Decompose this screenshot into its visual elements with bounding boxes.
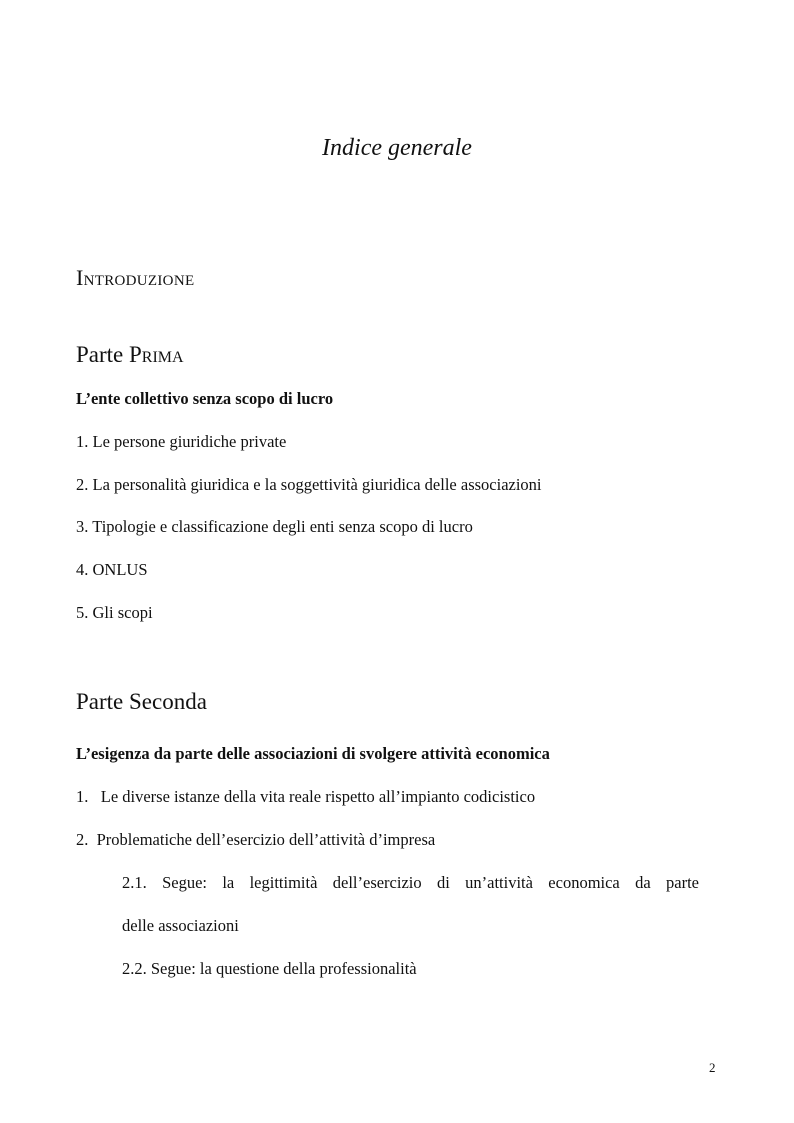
toc-entry: 5. Gli scopi: [76, 603, 153, 622]
toc-entry: 1. Le persone giuridiche private: [76, 432, 287, 451]
toc-entry: 2. La personalità giuridica e la soggettività giuridica delle associazioni: [76, 475, 542, 494]
part-one-heading-caps: Prima: [129, 342, 184, 367]
part-one-subtitle: L’ente collettivo senza scopo di lucro: [76, 389, 334, 408]
part-one-heading: [76, 340, 184, 370]
toc-subentry: 2.1. Segue: la legittimità dell’esercizio di un’attività economica da parte: [122, 873, 699, 892]
page-title: Indice generale: [322, 135, 472, 161]
toc-subentry: 2.2. Segue: la questione della professionalità: [122, 959, 417, 978]
page-number: 2: [709, 1060, 716, 1075]
part-two-subtitle: L’esigenza da parte delle associazioni di svolgere attività economica: [76, 744, 550, 763]
introduction-heading: Introduzione: [76, 265, 195, 290]
toc-entry: 2. Problematiche dell’esercizio dell’attività d’impresa: [76, 830, 436, 849]
toc-entry: 1. Le diverse istanze della vita reale rispetto all’impianto codicistico: [76, 787, 536, 806]
toc-entry: 3. Tipologie e classificazione degli enti senza scopo di lucro: [76, 517, 473, 536]
toc-subentry-continuation: delle associazioni: [122, 916, 239, 935]
part-one-heading-prefix: Parte: [76, 342, 130, 367]
toc-entry: 4. ONLUS: [76, 560, 148, 579]
part-two-heading: Parte Seconda: [76, 689, 207, 714]
